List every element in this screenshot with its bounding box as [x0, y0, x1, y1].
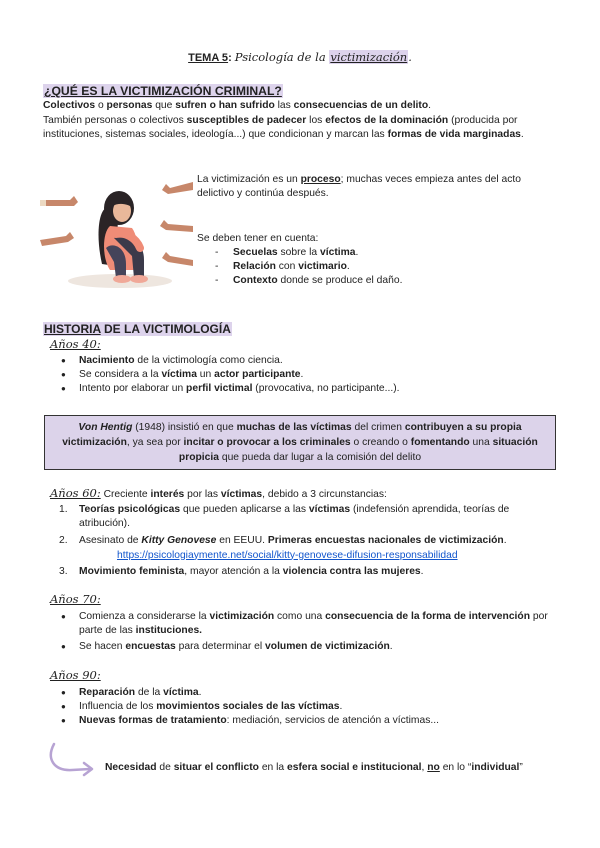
list-item: ● Nuevas formas de tratamiento: mediación, servicios de atención a víctimas... — [43, 714, 563, 728]
conclusion-text: Necesidad de situar el conflicto en la esfera social e institucional, no en lo “individual” — [105, 762, 523, 773]
page-title: TEMA 5: Psicología de la victimización. — [188, 50, 412, 64]
list-item: - Contexto donde se produce el daño. — [197, 274, 557, 288]
consider-list — [197, 246, 557, 289]
list-item: ● Reparación de la víctima. — [43, 686, 563, 700]
victim-illustration — [40, 178, 195, 293]
decade-label-70: Años 70: — [50, 592, 101, 606]
list-item: - Secuelas sobre la víctima. — [197, 246, 557, 260]
decade-label-90: Años 90: — [50, 668, 101, 682]
decade-60-intro: Años 60: Creciente interés por las víctimas, debido a 3 circunstancias: — [50, 486, 387, 500]
decade-label-60: Años 60: — [50, 486, 101, 500]
list-item: ● Influencia de los movimientos sociales de las víctimas. — [43, 700, 563, 714]
list-item: ● Nacimiento de la victimología como ciencia. — [43, 354, 563, 368]
von-hentig-callout: Von Hentig (1948) insistió en que muchas de las víctimas del crimen contribuyen a su propia victimización, ya sea por incitar o provocar a los criminales o creando o fomentando una situación propicia que pueda dar lugar a la comisión del delito — [44, 415, 556, 470]
list-item: - Relación con victimario. — [197, 260, 557, 274]
section-heading-history: HISTORIA DE LA VICTIMOLOGÍA — [44, 322, 231, 336]
list-item: ● Intento por elaborar un perfil victimal (provocativa, no participante...). — [43, 382, 563, 396]
decade-70-list — [43, 610, 563, 655]
definition-paragraph-2: También personas o colectivos susceptibles de padecer los efectos de la dominación (producida por instituciones, sistemas sociales, ideología...) que condicionan y marcan las formas de vida marginadas. — [43, 115, 524, 141]
definition-paragraph-1: Colectivos o personas que sufren o han sufrido las consecuencias de un delito. — [43, 100, 432, 111]
section-heading-victimization: ¿QUÉ ES LA VICTIMIZACIÓN CRIMINAL? — [44, 84, 282, 98]
list-item: 1. Teorías psicológicas que pueden aplicarse a las víctimas (indefensión aprendida, teorías de atribución). — [59, 504, 510, 530]
list-item: ● Se hacen encuestas para determinar el volumen de victimización. — [43, 640, 563, 654]
decade-label-40: Años 40: — [50, 337, 101, 351]
kitty-genovese-link[interactable]: https://psicologiaymente.net/social/kitty-genovese-difusion-responsabilidad — [117, 549, 458, 561]
curved-arrow-icon — [46, 741, 102, 777]
decade-40-list — [43, 354, 563, 397]
list-item: 2. Asesinato de Kitty Genovese en EEUU. Primeras encuestas nacionales de victimización. https://psicologiaymente.net/social/kitty-genovese-difusion-responsabilidad — [59, 535, 507, 561]
list-item: ● Comienza a considerarse la victimización como una consecuencia de la forma de intervención por parte de las instituciones. — [43, 610, 563, 638]
process-paragraph: La victimización es un proceso; muchas veces empieza antes del acto delictivo y continúa después. — [197, 174, 521, 200]
decade-60-list — [43, 503, 563, 579]
consider-label: Se deben tener en cuenta: — [197, 233, 319, 244]
decade-90-list — [43, 686, 563, 729]
list-item: 3. Movimiento feminista, mayor atención a la violencia contra las mujeres. — [59, 565, 424, 577]
list-item: ● Se considera a la víctima un actor participante. — [43, 368, 563, 382]
